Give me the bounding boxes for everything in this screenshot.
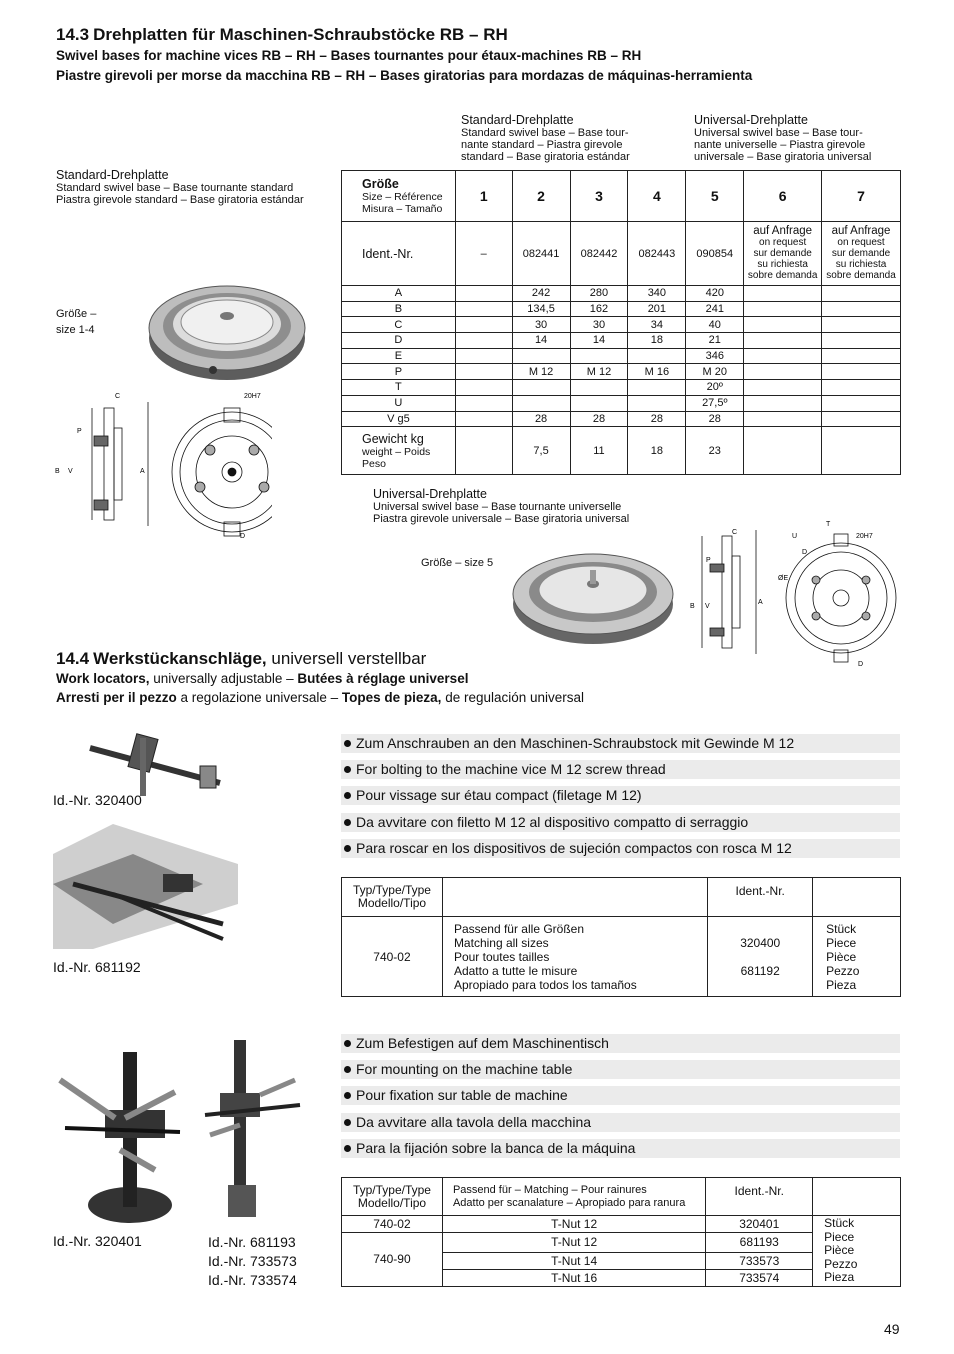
on-request-text: sobre demanda [747,270,818,281]
dim-e: ØE [778,575,789,582]
unit-line: Pieza [826,977,857,992]
dimension-value: 28 [628,411,686,427]
dimension-value [744,348,822,364]
dimension-value [628,395,686,411]
feature-text: For mounting on the machine table [356,1061,573,1078]
size-cell: 6 [744,171,822,222]
size-note [56,306,96,338]
on-request-text: sobre demanda [826,270,896,281]
order-table-2 [341,1177,901,1287]
order-table-1 [341,877,901,997]
type-cell: 740-90 [342,1233,443,1287]
feature-item [341,1139,900,1158]
dimension-row [342,348,901,364]
bullet-icon [344,766,351,773]
dimension-value [744,333,822,349]
ident-cell: 082442 [570,222,628,286]
id-label: Id.-Nr. 681192 [53,959,141,975]
weight-row [342,427,901,475]
on-request-cell [744,222,822,286]
type-header-line: Typ/Type/Type [352,883,431,897]
slot-cell: T-Nut 12 [442,1216,705,1233]
order-row [342,1216,901,1233]
unit-line: Piece [826,935,857,950]
feature-text: Zum Anschrauben an den Maschinen-Schraubstock mit Gewinde M 12 [356,735,795,751]
desc-line: Passend für alle Größen [453,921,585,936]
universal-swivel-base-photo [508,540,678,650]
dimension-value [570,395,628,411]
section-number: 14.4 [56,649,90,668]
size-header-sub: Misura – Tamaño [362,203,443,215]
dim-p: P [706,557,711,564]
dimension-value: M 12 [570,364,628,380]
dim-d: D [858,661,864,668]
on-request-text: su richiesta [835,259,887,270]
dimension-value [628,348,686,364]
unit-line: Pieza [824,1270,855,1284]
dimension-value: 30 [570,317,628,333]
dimension-label: D [342,333,456,349]
section-14-4-sub1 [56,671,468,686]
bullet-icon [344,740,351,747]
dimension-value: 34 [628,317,686,333]
dimension-value: 14 [570,333,628,349]
dimension-value: 30 [512,317,570,333]
desc-header [442,1178,705,1216]
on-request-text: auf Anfrage [753,225,813,237]
desc-header [442,878,707,917]
dimension-value [570,348,628,364]
order-header-row [342,878,901,917]
standard-header-line: nante standard – Piastra girevole [461,139,623,151]
dimension-value [455,286,512,302]
ident-cell [708,917,813,997]
unit-line: Pezzo [826,963,860,978]
unit-line: Pièce [826,949,857,964]
ident-cell: 320401 [706,1216,813,1233]
ident-cell: 733573 [706,1252,813,1269]
size-cell: 3 [570,171,628,222]
locator-320401-photo [55,1040,185,1230]
section-number: 14.3 [56,25,90,44]
id-label-group [208,1233,297,1290]
dimension-value: 162 [570,301,628,317]
standard-header-line: Standard swivel base – Base tour- [461,127,629,139]
type-header-line: Modello/Tipo [357,1195,427,1210]
id-label: Id.-Nr. 320400 [53,792,142,808]
dimension-value [744,286,822,302]
dimension-value [744,301,822,317]
section-14-4-sub2 [56,690,584,705]
weight-cell [744,427,822,475]
bullet-icon [344,845,351,852]
desc-header-line: Adatto per scanalature – Apropiado para ranura [452,1196,686,1209]
ident-cell: 082441 [512,222,570,286]
dimension-value: 420 [686,286,744,302]
feature-item [341,786,900,805]
dim-d: D [240,533,246,540]
sub-bold: Work locators, [56,671,150,686]
type-header-line: Modello/Tipo [357,896,427,910]
section-title-rest: universell verstellbar [266,649,427,668]
dim-v: V [705,603,710,610]
desc-line: Adatto a tutte le misure [453,963,578,978]
dimension-value [512,380,570,396]
universal-base-caption [373,487,629,525]
sub-bold: Arresti per il pezzo [56,690,177,705]
section-14-3-heading [56,25,508,45]
caption-title: Standard-Drehplatte [56,168,169,182]
section-subtitle-2: Piastre girevoli per morse da macchina RB – RH – Bases giratorias para mordazas de máquinas-herramienta [56,68,753,83]
type-header-line: Typ/Type/Type [352,1182,431,1197]
feature-text: Pour fixation sur table de machine [356,1087,568,1104]
feature-text: For bolting to the machine vice M 12 screw thread [356,761,666,778]
on-request-text: sur demande [831,248,891,259]
dimension-value [822,301,901,317]
ident-cell: 733574 [706,1269,813,1286]
dim-a: A [140,468,145,475]
spec-table [341,170,901,475]
size-header: Größe [362,177,399,191]
bullet-icon [344,1145,351,1152]
weight-cell [822,427,901,475]
size-cell: 1 [455,171,512,222]
dimension-value: 27,5º [686,395,744,411]
size-row [342,171,901,222]
desc-line: Matching all sizes [453,935,549,950]
feature-item [341,734,900,753]
on-request-text: su richiesta [757,259,808,270]
slot-cell: T-Nut 16 [442,1269,705,1286]
desc-header-line: Passend für – Matching – Pour rainures [452,1183,647,1196]
section-14-4-heading [56,649,426,669]
size-header-sub: Size – Référence [362,191,443,203]
universal-header-line: Universal swivel base – Base tour- [694,127,863,139]
ident-cell: 681193 [706,1233,813,1253]
dimension-value: 20º [686,380,744,396]
dimension-value [455,348,512,364]
type-header [342,1178,443,1216]
unit-cell [813,917,901,997]
dimension-row [342,317,901,333]
weight-cell: 7,5 [512,427,570,475]
dimension-value [570,380,628,396]
standard-header-line: standard – Base giratoria estándar [461,151,630,163]
unit-line: Pezzo [824,1256,858,1271]
dimension-value: M 12 [512,364,570,380]
weight-sub: Peso [362,457,386,470]
dimension-value: 28 [686,411,744,427]
ident-cell: 090854 [686,222,744,286]
dimension-value: 21 [686,333,744,349]
feature-item [341,1060,900,1079]
dimension-value [455,364,512,380]
standard-base-caption [56,168,304,206]
dimension-value: 340 [628,286,686,302]
feature-text: Para roscar en los dispositivos de sujeción compactos con rosca M 12 [356,839,792,856]
unit-header [813,1178,901,1216]
dimension-label: E [342,348,456,364]
dim-tol: 20H7 [856,533,873,540]
dimension-value: 40 [686,317,744,333]
dim-c: C [115,393,121,400]
dimension-value: 201 [628,301,686,317]
universal-base-drawing [686,520,898,670]
desc-cell [442,917,707,997]
standard-column-header [461,113,630,163]
unit-cell [813,1216,901,1287]
on-request-text: on request [759,237,807,248]
dimension-value [822,348,901,364]
dimension-value [744,364,822,380]
standard-swivel-base-photo [145,270,310,385]
bullet-icon [344,1066,351,1073]
feature-text: Da avvitare con filetto M 12 al dispositivo compatto di serraggio [356,813,749,830]
type-header [342,878,443,917]
universal-header-line: nante universelle – Piastra girevole [694,139,866,151]
dimension-value [822,411,901,427]
universal-header-title: Universal-Drehplatte [694,113,808,127]
id-label: Id.-Nr. 733574 [208,1272,297,1288]
unit-line: Stück [826,921,857,936]
size-cell: 2 [512,171,570,222]
universal-size-label: Größe – size 5 [421,557,494,569]
dimension-label: C [342,317,456,333]
dimension-value [512,348,570,364]
standard-header-title: Standard-Drehplatte [461,113,574,127]
dim-b: B [690,603,695,610]
dimension-value: 18 [628,333,686,349]
dimension-value: 28 [570,411,628,427]
type-cell: 740-02 [342,1216,443,1233]
dimension-value [744,380,822,396]
dimension-label: V g5 [342,411,456,427]
dimension-value: M 20 [686,364,744,380]
ident-header: Ident.-Nr. [706,1178,813,1216]
weight-label-cell [342,427,456,475]
dimension-value [512,395,570,411]
dim-b: B [55,468,60,475]
dimension-row [342,333,901,349]
feature-item [341,760,900,779]
sub-bold: Butées à réglage universel [297,671,469,686]
dimension-row [342,395,901,411]
feature-item [341,839,900,858]
universal-column-header [694,113,871,163]
id-label: Id.-Nr. 320401 [53,1233,142,1249]
dimension-value [822,317,901,333]
size-label: Größe – [56,308,97,320]
dimension-value [455,411,512,427]
ident-label: Ident.-Nr. [342,222,456,286]
feature-item [341,813,900,832]
bullet-icon [344,792,351,799]
dimension-value [822,286,901,302]
type-cell: 740-02 [342,917,443,997]
bullet-icon [344,1040,351,1047]
section-title-bold: Werkstückanschläge, [93,649,267,668]
on-request-cell [822,222,901,286]
bullet-icon [344,1092,351,1099]
caption-line: Universal swivel base – Base tournante universelle [373,501,622,513]
dim-t: T [826,521,831,528]
ident-cell: 082443 [628,222,686,286]
dimension-value: 14 [512,333,570,349]
feature-text: Zum Befestigen auf dem Maschinentisch [356,1035,609,1051]
dimension-value [822,395,901,411]
section-title: Drehplatten für Maschinen-Schraubstöcke RB – RH [93,25,508,44]
dimension-value: 346 [686,348,744,364]
order-row [342,917,901,997]
desc-line: Pour toutes tailles [453,949,550,964]
dimension-value: 28 [512,411,570,427]
dim-a: A [758,599,763,606]
sub-mid: a regolazione universale – [176,690,342,705]
feature-text: Pour vissage sur étau compact (filetage M 12) [356,787,642,804]
ident-header: Ident.-Nr. [708,878,813,917]
dimension-value [455,301,512,317]
dimension-value [822,380,901,396]
slot-cell: T-Nut 14 [442,1252,705,1269]
feature-text: Da avvitare alla tavola della macchina [356,1113,592,1130]
dimension-value [455,317,512,333]
sub-bold: Topes de pieza, [341,690,442,705]
dimension-value: 242 [512,286,570,302]
unit-line: Pièce [824,1243,855,1257]
dimension-value [455,333,512,349]
ident-value: 681192 [740,963,780,978]
unit-line: Piece [824,1229,855,1244]
sub-rest: de regulación universal [441,690,585,705]
standard-base-drawing [52,388,272,548]
order-header-row [342,1178,901,1216]
dimension-value [744,411,822,427]
dim-p: P [77,428,82,435]
caption-line: Standard swivel base – Base tournante standard [56,182,294,194]
caption-line: Piastra girevole universale – Base giratoria universal [373,513,630,525]
dim-d: D [802,549,808,556]
desc-line: Apropiado para todos los tamaños [453,977,637,992]
dimension-value: M 16 [628,364,686,380]
weight-label: Gewicht kg [362,431,424,446]
dim-c: C [732,529,738,536]
dimension-row [342,380,901,396]
dimension-label: B [342,301,456,317]
feature-item [341,1086,900,1105]
dimension-value [744,317,822,333]
unit-header [813,878,901,917]
dimension-value [455,395,512,411]
dimension-row [342,364,901,380]
caption-line: Piastra girevole standard – Base giratoria estándar [56,194,304,206]
size-value: size 1-4 [56,324,95,336]
weight-cell: 18 [628,427,686,475]
dimension-value [628,380,686,396]
on-request-text: on request [837,237,885,248]
locator-320400-photo [80,728,230,798]
weight-sub: weight – Poids [362,445,431,458]
unit-line: Stück [824,1216,855,1230]
weight-cell [455,427,512,475]
ident-cell: – [455,222,512,286]
slot-cell: T-Nut 12 [442,1233,705,1253]
section-subtitle-1: Swivel bases for machine vices RB – RH – Bases tournantes pour étaux-machines RB – RH [56,48,642,63]
dimension-label: P [342,364,456,380]
bullet-icon [344,819,351,826]
feature-item [341,1034,900,1053]
id-label: Id.-Nr. 681193 [208,1234,296,1250]
on-request-text: sur demande [753,248,812,259]
page-number: 49 [884,1321,900,1337]
dimension-row [342,301,901,317]
dimension-value: 134,5 [512,301,570,317]
dimension-value: 280 [570,286,628,302]
weight-cell: 23 [686,427,744,475]
dimension-value [822,364,901,380]
weight-cell: 11 [570,427,628,475]
universal-header-line: universale – Base giratoria universal [694,151,872,163]
ident-row [342,222,901,286]
locator-681193-photo [200,1035,305,1225]
dim-tol: 20H7 [244,393,261,400]
ident-value: 320400 [740,935,781,950]
dimension-value: 241 [686,301,744,317]
id-label: Id.-Nr. 733573 [208,1253,297,1269]
bullet-icon [344,1119,351,1126]
dimension-label: T [342,380,456,396]
size-cell: 7 [822,171,901,222]
on-request-text: auf Anfrage [831,225,891,237]
dimension-value [744,395,822,411]
size-cell: 5 [686,171,744,222]
feature-item [341,1113,900,1132]
dimension-value [822,333,901,349]
dimension-row [342,411,901,427]
dimension-row [342,286,901,302]
sub-mid: universally adjustable – [149,671,298,686]
dimension-value [455,380,512,396]
dim-v: V [68,468,73,475]
dimension-rows [342,286,901,427]
feature-text: Para la fijación sobre la banca de la máquina [356,1139,636,1156]
size-header-cell [342,171,456,222]
dimension-label: U [342,395,456,411]
dimension-label: A [342,286,456,302]
dim-u: U [792,533,798,540]
locator-681192-photo [53,824,238,949]
caption-title: Universal-Drehplatte [373,487,487,501]
size-cell: 4 [628,171,686,222]
